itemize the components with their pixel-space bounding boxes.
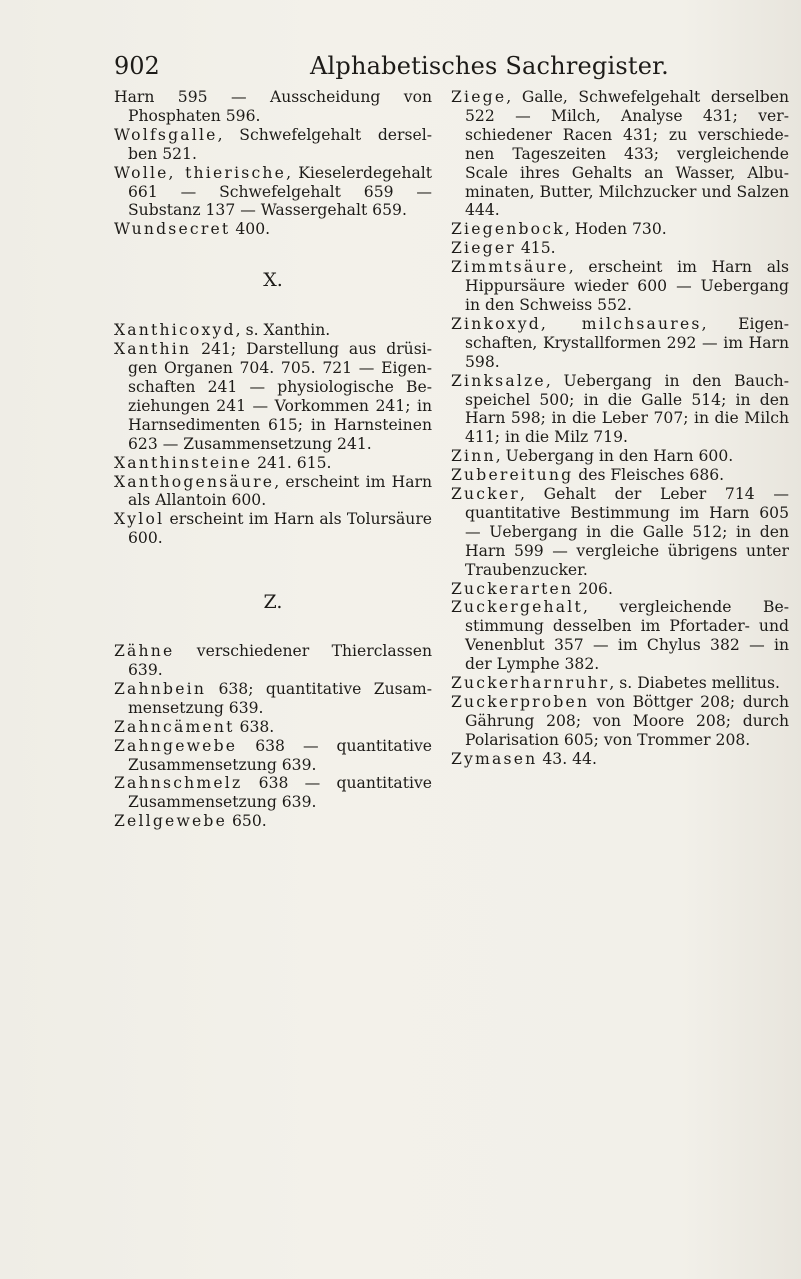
index-entry — [114, 340, 432, 453]
index-entry — [114, 642, 432, 680]
right-column — [451, 88, 789, 769]
entry-headword: Zinksalze — [451, 371, 546, 390]
index-entry — [451, 693, 789, 750]
index-entry — [451, 220, 789, 239]
index-entry — [114, 737, 432, 775]
entry-headword: Zahnschmelz — [114, 774, 243, 793]
entry-text: , Hoden 730. — [564, 220, 667, 239]
entry-text: , Uebergang in den Harn 600. — [495, 447, 734, 466]
entry-headword: Zinn — [451, 447, 496, 466]
index-entry — [451, 750, 789, 769]
entry-text: 415. — [515, 239, 556, 258]
entry-text: 206. — [573, 579, 613, 598]
entry-text: , erscheint im Harn als Hippursäure wieder 600 — Uebergang in den Schweiss 552. — [465, 258, 789, 314]
entry-headword: Zahncäment — [114, 717, 235, 736]
index-entry — [114, 774, 432, 812]
entry-text: 638; quantitative Zusammensetzung 639. — [128, 679, 432, 717]
entry-text: , Eigenschaften, Krystallformen 292 — im Harn 598. — [465, 314, 789, 371]
index-entry — [451, 466, 789, 485]
page-number: 902 — [114, 52, 160, 80]
entry-headword: Zuckerarten — [451, 579, 574, 598]
entry-headword: Wundsecret — [114, 220, 231, 239]
entry-text: 241; Darstellung aus drüsigen Organen 704. 705. 721 — Eigenschaften 241 — physiologische Beziehungen 241 — Vorkommen 241; in Harnsedimenten 615; in Harnsteinen 623 — Zusammensetzung 241. — [128, 340, 432, 453]
index-entry — [114, 126, 432, 164]
index-entry — [114, 718, 432, 737]
entry-text: 400. — [230, 220, 271, 239]
section-x-entries — [114, 321, 432, 548]
entry-text: 638. — [234, 717, 275, 736]
entry-text: , Gehalt der Leber 714 — quantitative Bestimmung im Harn 605 — Uebergang in die Galle 512; in den Harn 599 — vergleiche übrigens unter Traubenzucker. — [465, 485, 789, 579]
section-z-entries — [114, 642, 432, 831]
entry-text: , s. Xanthin. — [235, 321, 331, 340]
entry-text: , Schwefelgehalt derselben 521. — [128, 125, 432, 163]
index-entry — [114, 454, 432, 473]
index-entry — [114, 680, 432, 718]
left-column — [114, 88, 432, 831]
entry-text: 638 — quantitative Zusammensetzung 639. — [128, 774, 432, 812]
section-heading-z: Z. — [263, 591, 283, 614]
entry-headword: Wolle, thierische — [114, 163, 287, 182]
entry-text: , Galle, Schwefelgehalt derselben 522 — Milch, Analyse 431; verschiedener Racen 431; zu verschiedenen Tageszeiten 433; vergleichende Scale ihres Gehalts an Wasser, Albuminaten, Butter, Milchzucker und Salzen 444. — [465, 88, 789, 220]
entry-text: Harn 595 — Ausscheidung von Phosphaten 596. — [114, 88, 432, 125]
entry-text: erscheint im Harn als Tolursäure 600. — [128, 510, 432, 548]
index-entry — [451, 447, 789, 466]
entry-headword: Zinkoxyd, milchsaures — [451, 314, 702, 333]
index-entry — [114, 473, 432, 511]
entry-text: , Uebergang in den Bauchspeichel 500; in die Galle 514; in den Harn 598; in die Leber 707; in die Milch 411; in die Milz 719. — [465, 371, 789, 447]
index-entry — [451, 580, 789, 599]
entry-headword: Xanthin — [114, 340, 192, 359]
entry-headword: Wolfsgalle — [114, 125, 218, 144]
index-entry — [114, 812, 432, 831]
index-entry — [114, 88, 432, 126]
index-entry — [451, 485, 789, 580]
entry-headword: Zähne — [114, 642, 175, 661]
entry-text: , erscheint im Harn als Allantoin 600. — [128, 472, 432, 510]
entry-text: 650. — [227, 812, 267, 831]
entry-text: 638 — quantitative Zusammensetzung 639. — [128, 736, 432, 774]
entry-headword: Zimmtsäure — [451, 258, 569, 277]
index-entry — [451, 598, 789, 674]
index-entry — [114, 220, 432, 239]
entry-text: von Böttger 208; durch Gährung 208; von Moore 208; durch Polarisation 605; von Trommer 208. — [465, 693, 789, 749]
entry-headword: Zellgewebe — [114, 812, 228, 831]
entry-headword: Xanthogensäure — [114, 472, 275, 491]
entry-text: verschiedener Thierclassen 639. — [128, 642, 432, 680]
index-entry — [451, 88, 789, 220]
entry-headword: Zucker — [451, 485, 520, 504]
section-heading-x: X. — [263, 269, 283, 292]
index-entry — [114, 321, 432, 340]
entry-headword: Zieger — [451, 239, 516, 258]
entry-headword: Xanthinsteine — [114, 453, 253, 472]
index-entry — [114, 510, 432, 548]
entry-headword: Zubereitung — [451, 466, 574, 485]
running-title: Alphabetisches Sachregister. — [310, 52, 669, 80]
index-entry — [451, 239, 789, 258]
entry-text: 43. 44. — [537, 749, 597, 768]
entry-headword: Zuckerproben — [451, 693, 590, 711]
index-entry — [451, 372, 789, 448]
entry-headword: Ziegenbock — [451, 220, 565, 239]
entry-headword: Zymasen — [451, 749, 538, 768]
index-entry — [451, 315, 789, 372]
entry-text: 241. 615. — [252, 453, 332, 472]
entry-text: , Kieselerdegehalt 661 — Schwefelgehalt 659 — Substanz 137 — Wassergehalt 659. — [128, 163, 432, 220]
continued-entries — [114, 88, 432, 239]
entry-headword: Zahnbein — [114, 679, 207, 698]
entry-headword: Zahngewebe — [114, 736, 238, 755]
entry-text: , s. Diabetes mellitus. — [609, 674, 780, 693]
index-entry — [451, 258, 789, 315]
entry-headword: Xylol — [114, 510, 165, 529]
index-entry — [114, 164, 432, 221]
index-entry — [451, 674, 789, 693]
entry-headword: Zuckergehalt — [451, 598, 583, 617]
entry-text: , vergleichende Bestimmung desselben im Pfortader- und Venenblut 357 — im Chylus 382 — in der Lymphe 382. — [465, 598, 789, 674]
entry-headword: Xanthicoxyd — [114, 321, 236, 340]
entry-text: des Fleisches 686. — [573, 466, 725, 485]
entry-headword: Ziege — [451, 88, 507, 106]
page-header — [0, 52, 801, 88]
entry-headword: Zuckerharnruhr — [451, 674, 610, 693]
